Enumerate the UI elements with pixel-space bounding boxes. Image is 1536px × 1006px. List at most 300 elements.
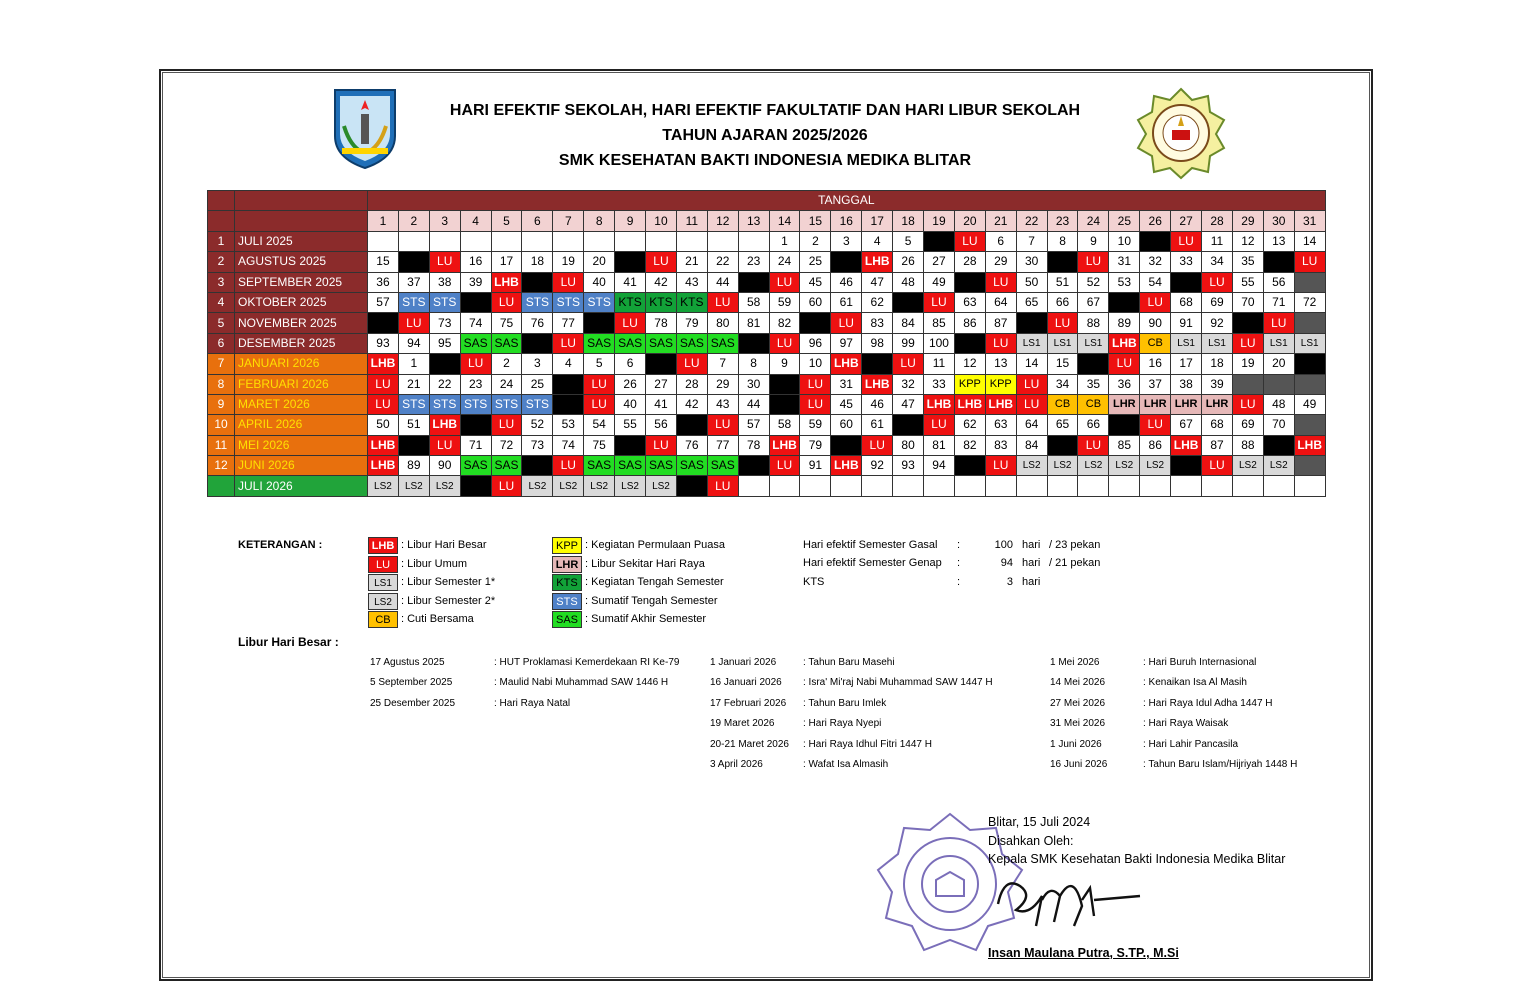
day-cell: 54 [584, 415, 615, 435]
day-cell: LS2 [522, 476, 553, 496]
legend-title: KETERANGAN : [238, 539, 323, 551]
day-cell: 68 [1171, 292, 1202, 312]
day-cell: 35 [1232, 252, 1263, 272]
day-cell [676, 231, 707, 251]
day-cell [429, 231, 460, 251]
day-cell: 30 [1016, 252, 1047, 272]
day-cell: LS2 [553, 476, 584, 496]
day-cell: LU [553, 456, 584, 476]
day-cell [1232, 374, 1263, 394]
day-cell: SAS [584, 333, 615, 353]
day-cell: LU [398, 313, 429, 333]
day-cell: 34 [1047, 374, 1078, 394]
summary-weeks: / 21 pekan [1049, 557, 1101, 570]
day-header: 10 [646, 211, 677, 231]
day-header: 20 [954, 211, 985, 231]
day-cell: 12 [954, 354, 985, 374]
day-cell: 65 [1016, 292, 1047, 312]
day-cell: 50 [368, 415, 399, 435]
legend-text: : Kegiatan Permulaan Puasa [585, 539, 726, 551]
day-cell: LS1 [1294, 333, 1325, 353]
day-cell [738, 272, 769, 292]
month-number: 2 [208, 252, 235, 272]
day-cell: 43 [676, 272, 707, 292]
day-cell: LU [368, 394, 399, 414]
day-cell: LU [769, 272, 800, 292]
day-cell: 24 [769, 252, 800, 272]
day-cell: 47 [862, 272, 893, 292]
holiday-date: 5 September 2025 [370, 677, 453, 689]
holiday-date: 19 Maret 2026 [710, 718, 775, 730]
day-cell: 97 [831, 333, 862, 353]
month-number: 9 [208, 394, 235, 414]
day-cell: 48 [1263, 394, 1294, 414]
day-header: 24 [1078, 211, 1109, 231]
day-cell: LU [491, 476, 522, 496]
day-cell [1171, 272, 1202, 292]
holiday-date: 31 Mei 2026 [1050, 718, 1106, 730]
day-header: 11 [676, 211, 707, 231]
day-cell [646, 231, 677, 251]
day-cell: 88 [1232, 435, 1263, 455]
day-cell: 84 [893, 313, 924, 333]
day-cell [1294, 354, 1325, 374]
day-cell [738, 456, 769, 476]
day-cell: 81 [924, 435, 955, 455]
month-row [208, 476, 1326, 496]
day-cell: 16 [1140, 354, 1171, 374]
day-cell: 49 [1294, 394, 1325, 414]
day-cell [924, 476, 955, 496]
month-name: SEPTEMBER 2025 [235, 272, 368, 292]
day-cell: LS1 [1047, 333, 1078, 353]
day-cell: SAS [676, 333, 707, 353]
day-cell [553, 374, 584, 394]
day-cell [1016, 476, 1047, 496]
day-cell: 93 [368, 333, 399, 353]
month-row [208, 456, 1326, 476]
day-cell [1294, 313, 1325, 333]
holiday-desc: : HUT Proklamasi Kemerdekaan RI Ke-79 [494, 657, 680, 668]
day-cell: 76 [676, 435, 707, 455]
day-cell: SAS [615, 456, 646, 476]
holiday-desc: : Tahun Baru Imlek [803, 697, 887, 709]
day-cell: 61 [831, 292, 862, 312]
corner-cell [208, 211, 235, 231]
corner-cell [235, 211, 368, 231]
day-cell: 6 [615, 354, 646, 374]
day-cell: LU [646, 252, 677, 272]
month-number: 5 [208, 313, 235, 333]
corner-cell [208, 191, 235, 211]
day-cell: LU [1140, 415, 1171, 435]
holiday-date: 20-21 Maret 2026 [710, 738, 789, 750]
day-cell: 37 [1140, 374, 1171, 394]
day-cell [1202, 476, 1233, 496]
day-cell: 59 [800, 415, 831, 435]
day-cell: 53 [553, 415, 584, 435]
day-cell: LS2 [1047, 456, 1078, 476]
day-cell [522, 272, 553, 292]
day-cell [1294, 415, 1325, 435]
day-cell: LU [707, 292, 738, 312]
day-cell: LHB [831, 354, 862, 374]
day-cell: 10 [800, 354, 831, 374]
day-cell: LU [553, 272, 584, 292]
day-cell: 92 [1202, 313, 1233, 333]
day-cell: LU [429, 252, 460, 272]
month-number: 1 [208, 231, 235, 251]
day-cell: SAS [646, 333, 677, 353]
day-cell: SAS [491, 333, 522, 353]
day-cell: LHB [831, 456, 862, 476]
day-cell: SAS [707, 333, 738, 353]
holiday-date: 1 Januari 2026 [710, 657, 777, 668]
day-cell: LHB [368, 456, 399, 476]
month-name: FEBRUARI 2026 [235, 374, 368, 394]
summary-unit: hari [1022, 539, 1041, 551]
day-header: 13 [738, 211, 769, 231]
day-cell [1232, 476, 1263, 496]
day-cell: LU [924, 292, 955, 312]
day-cell: 56 [1263, 272, 1294, 292]
calendar-table [207, 190, 1326, 497]
day-cell [429, 354, 460, 374]
day-cell: 18 [522, 252, 553, 272]
day-cell: 32 [893, 374, 924, 394]
day-cell: LU [676, 354, 707, 374]
day-cell: 4 [553, 354, 584, 374]
day-cell [1109, 476, 1140, 496]
day-cell: 40 [615, 394, 646, 414]
day-cell: 31 [1109, 252, 1140, 272]
day-cell: STS [398, 292, 429, 312]
day-cell: 69 [1232, 415, 1263, 435]
day-cell: 44 [707, 272, 738, 292]
summary-value: 3 [1006, 575, 1013, 588]
day-cell: LU [769, 456, 800, 476]
day-cell: LU [1263, 313, 1294, 333]
day-cell: 3 [522, 354, 553, 374]
day-cell: 90 [1140, 313, 1171, 333]
day-cell [615, 231, 646, 251]
day-cell: 67 [1171, 415, 1202, 435]
day-cell: LU [893, 354, 924, 374]
summary-label: Hari efektif Semester Gasal [803, 539, 938, 551]
day-cell [769, 374, 800, 394]
summary-value: 94 [1000, 557, 1013, 570]
day-cell: 5 [584, 354, 615, 374]
day-cell: LU [707, 476, 738, 496]
day-cell: KPP [985, 374, 1016, 394]
day-cell: 50 [1016, 272, 1047, 292]
day-cell [924, 231, 955, 251]
holiday-desc: : Kenaikan Isa Al Masih [1143, 677, 1247, 689]
day-cell: 70 [1263, 415, 1294, 435]
title-line-3: SMK KESEHATAN BAKTI INDONESIA MEDIKA BLITAR [558, 152, 972, 169]
month-number: 11 [208, 435, 235, 455]
day-cell [676, 476, 707, 496]
day-cell [738, 333, 769, 353]
day-cell: 90 [429, 456, 460, 476]
day-header: 31 [1294, 211, 1325, 231]
day-cell: LHB [1109, 333, 1140, 353]
day-cell [1109, 415, 1140, 435]
day-cell: STS [429, 394, 460, 414]
day-cell [862, 476, 893, 496]
month-row [208, 313, 1326, 333]
day-cell: 19 [553, 252, 584, 272]
day-cell: 99 [893, 333, 924, 353]
holiday-desc: : Wafat Isa Almasih [803, 759, 889, 770]
day-cell: 38 [1171, 374, 1202, 394]
day-cell [1171, 456, 1202, 476]
day-cell [491, 231, 522, 251]
day-cell: LHB [429, 415, 460, 435]
day-cell [831, 476, 862, 496]
day-cell: 41 [646, 394, 677, 414]
day-cell: 18 [1202, 354, 1233, 374]
month-row [208, 374, 1326, 394]
day-cell: 63 [985, 415, 1016, 435]
day-cell: STS [460, 394, 491, 414]
day-cell: LS2 [615, 476, 646, 496]
holiday-date: 25 Desember 2025 [370, 697, 456, 709]
day-cell [460, 292, 491, 312]
summary-value: 100 [994, 539, 1013, 551]
day-cell: 63 [954, 292, 985, 312]
month-row [208, 435, 1326, 455]
day-header: 14 [769, 211, 800, 231]
day-cell: 62 [862, 292, 893, 312]
day-cell: 88 [1078, 313, 1109, 333]
day-cell: 17 [491, 252, 522, 272]
sign-name: Insan Maulana Putra, S.TP., M.Si [988, 946, 1179, 960]
day-cell: 41 [615, 272, 646, 292]
day-cell [1294, 476, 1325, 496]
day-cell: LS2 [1263, 456, 1294, 476]
day-cell: LHR [1171, 394, 1202, 414]
summary-colon: : [957, 539, 961, 551]
day-cell: 19 [1232, 354, 1263, 374]
day-cell: 52 [1078, 272, 1109, 292]
month-number: 7 [208, 354, 235, 374]
day-cell: LU [800, 374, 831, 394]
day-cell: 86 [1140, 435, 1171, 455]
day-header: 16 [831, 211, 862, 231]
day-header: 25 [1109, 211, 1140, 231]
day-cell [553, 231, 584, 251]
day-cell: 58 [738, 292, 769, 312]
day-cell: 78 [738, 435, 769, 455]
day-cell: 45 [800, 272, 831, 292]
day-cell: LU [1171, 231, 1202, 251]
day-header: 1 [368, 211, 399, 231]
day-cell [954, 476, 985, 496]
day-cell: 92 [862, 456, 893, 476]
legend-code: SAS [552, 611, 582, 628]
day-cell: 20 [584, 252, 615, 272]
day-cell: LU [1232, 394, 1263, 414]
day-cell [954, 456, 985, 476]
day-cell: 13 [1263, 231, 1294, 251]
day-cell [398, 231, 429, 251]
holiday-desc: : Tahun Baru Masehi [803, 657, 895, 668]
day-cell: LHB [1294, 435, 1325, 455]
holiday-desc: : Tahun Baru Islam/Hijriyah 1448 H [1143, 759, 1298, 770]
day-cell: LHR [1109, 394, 1140, 414]
day-cell: 39 [1202, 374, 1233, 394]
month-name: DESEMBER 2025 [235, 333, 368, 353]
day-cell: LU [615, 313, 646, 333]
day-cell: 42 [676, 394, 707, 414]
day-header: 30 [1263, 211, 1294, 231]
day-cell [460, 231, 491, 251]
day-cell [1047, 435, 1078, 455]
day-cell: SAS [491, 456, 522, 476]
day-cell: 94 [398, 333, 429, 353]
day-cell: 64 [985, 292, 1016, 312]
holiday-date: 16 Juni 2026 [1050, 759, 1108, 770]
day-cell: 12 [1232, 231, 1263, 251]
month-number: 3 [208, 272, 235, 292]
day-cell [584, 231, 615, 251]
day-cell: LHB [862, 374, 893, 394]
day-cell: 7 [1016, 231, 1047, 251]
day-header: 21 [985, 211, 1016, 231]
day-cell: LU [553, 333, 584, 353]
legend-text: : Kegiatan Tengah Semester [585, 576, 724, 588]
day-cell: 73 [522, 435, 553, 455]
day-cell: 82 [769, 313, 800, 333]
day-cell: 15 [368, 252, 399, 272]
month-name: MARET 2026 [235, 394, 368, 414]
day-cell: STS [398, 394, 429, 414]
day-cell: 66 [1078, 415, 1109, 435]
day-cell [398, 252, 429, 272]
day-cell [368, 313, 399, 333]
day-cell: LS1 [1202, 333, 1233, 353]
day-cell: 78 [646, 313, 677, 333]
day-cell: 23 [460, 374, 491, 394]
legend-code: LU [368, 556, 398, 573]
day-cell: 64 [1016, 415, 1047, 435]
day-cell [831, 435, 862, 455]
day-cell: 9 [769, 354, 800, 374]
day-cell: 36 [1109, 374, 1140, 394]
day-cell: 28 [676, 374, 707, 394]
day-cell: 25 [800, 252, 831, 272]
day-cell [1294, 272, 1325, 292]
day-header: 5 [491, 211, 522, 231]
day-cell: STS [522, 394, 553, 414]
month-row [208, 333, 1326, 353]
day-cell [985, 476, 1016, 496]
day-cell: STS [553, 292, 584, 312]
day-header: 23 [1047, 211, 1078, 231]
day-cell: LHB [985, 394, 1016, 414]
day-cell: 14 [1294, 231, 1325, 251]
day-cell: 94 [924, 456, 955, 476]
legend-text: : Libur Sekitar Hari Raya [585, 557, 705, 570]
day-cell: 22 [429, 374, 460, 394]
day-cell: SAS [707, 456, 738, 476]
day-cell [522, 231, 553, 251]
day-cell: 15 [1047, 354, 1078, 374]
month-number: 4 [208, 292, 235, 312]
day-cell: 68 [1202, 415, 1233, 435]
holiday-date: 16 Januari 2026 [710, 677, 782, 689]
day-cell: LU [985, 333, 1016, 353]
day-cell: CB [1078, 394, 1109, 414]
day-cell: 58 [769, 415, 800, 435]
day-cell: 96 [800, 333, 831, 353]
day-cell: 28 [954, 252, 985, 272]
day-cell: SAS [676, 456, 707, 476]
day-cell: 72 [491, 435, 522, 455]
day-header: 4 [460, 211, 491, 231]
day-cell: 34 [1202, 252, 1233, 272]
day-cell: 51 [1047, 272, 1078, 292]
day-cell: 43 [707, 394, 738, 414]
legend-code: KPP [552, 537, 582, 554]
day-cell: 48 [893, 272, 924, 292]
holiday-desc: : Hari Raya Idhul Fitri 1447 H [803, 738, 932, 750]
day-header: 22 [1016, 211, 1047, 231]
day-header: 15 [800, 211, 831, 231]
holiday-date: 27 Mei 2026 [1050, 697, 1106, 709]
day-cell: LU [1202, 456, 1233, 476]
day-header: 2 [398, 211, 429, 231]
holiday-desc: : Maulid Nabi Muhammad SAW 1446 H [494, 677, 669, 689]
day-cell: 100 [924, 333, 955, 353]
day-cell: CB [1047, 394, 1078, 414]
day-cell: LU [1047, 313, 1078, 333]
day-cell: 11 [924, 354, 955, 374]
month-name: NOVEMBER 2025 [235, 313, 368, 333]
day-cell: KPP [954, 374, 985, 394]
sign-place-date: Blitar, 15 Juli 2024 [988, 815, 1091, 829]
day-cell: 51 [398, 415, 429, 435]
day-cell: 55 [615, 415, 646, 435]
month-number: 6 [208, 333, 235, 353]
day-cell: LS2 [646, 476, 677, 496]
day-cell: 57 [368, 292, 399, 312]
day-cell: 42 [646, 272, 677, 292]
day-header: 27 [1171, 211, 1202, 231]
day-cell: 27 [924, 252, 955, 272]
day-cell: 21 [676, 252, 707, 272]
day-cell: 60 [831, 415, 862, 435]
sign-approved-by: Disahkan Oleh: [988, 834, 1074, 848]
day-cell: 82 [954, 435, 985, 455]
day-cell: LU [368, 374, 399, 394]
day-cell: LU [1016, 374, 1047, 394]
month-row [208, 354, 1326, 374]
holiday-desc: : Hari Lahir Pancasila [1143, 738, 1239, 750]
day-cell [646, 354, 677, 374]
day-cell: 75 [584, 435, 615, 455]
legend-code: CB [368, 611, 398, 628]
day-cell [398, 435, 429, 455]
day-cell [1294, 374, 1325, 394]
day-cell: LU [924, 415, 955, 435]
legend-text: : Sumatif Tengah Semester [585, 594, 718, 607]
day-cell [615, 435, 646, 455]
day-cell: 73 [429, 313, 460, 333]
legend-text: : Libur Semester 2* [401, 594, 496, 607]
month-name: APRIL 2026 [235, 415, 368, 435]
